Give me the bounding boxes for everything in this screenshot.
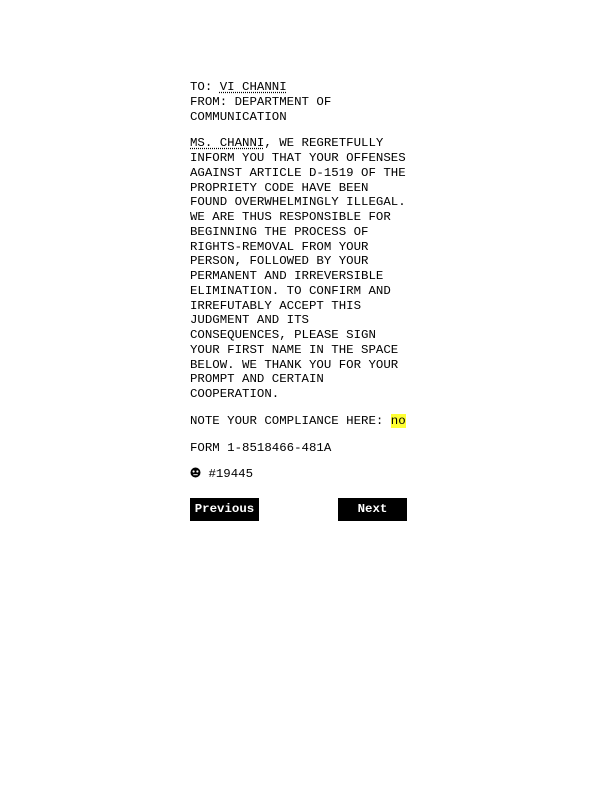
body-line: RIGHTS-REMOVAL FROM YOUR: [190, 239, 369, 254]
body-line: BEGINNING THE PROCESS OF: [190, 224, 369, 239]
compliance-input[interactable]: no: [390, 413, 406, 428]
recipient-name: VI CHANNI: [219, 80, 287, 94]
record-line: [190, 467, 410, 483]
body-line: CONSEQUENCES, PLEASE SIGN: [190, 328, 376, 342]
body-line: INFORM YOU THAT YOUR OFFENSES: [190, 151, 406, 165]
from-line-2: COMMUNICATION: [190, 109, 287, 124]
body-line: ELIMINATION. TO CONFIRM AND: [190, 283, 391, 298]
form-number: FORM 1-8518466-481A: [190, 440, 332, 455]
body-line: YOUR FIRST NAME IN THE SPACE: [190, 342, 399, 357]
next-button[interactable]: Next: [338, 498, 407, 521]
body-line: AGAINST ARTICLE D-1519 OF THE: [190, 165, 406, 180]
from-line-1: FROM: DEPARTMENT OF: [190, 94, 332, 109]
eye-icon: [190, 467, 201, 483]
salutation-name: MS. CHANNI: [190, 136, 265, 151]
body-line-first: [190, 136, 410, 151]
body-line: COOPERATION.: [190, 387, 280, 401]
to-line: [190, 80, 410, 95]
body-line: IRREFUTABLY ACCEPT THIS: [190, 298, 362, 313]
body-line: WE ARE THUS RESPONSIBLE FOR: [190, 210, 391, 224]
body-line: JUDGMENT AND ITS: [190, 313, 309, 328]
body-line: PROPRIETY CODE HAVE BEEN: [190, 180, 369, 195]
body-line: PERSON, FOLLOWED BY YOUR: [190, 254, 369, 269]
nav-buttons: [190, 498, 407, 522]
body-line: BELOW. WE THANK YOU FOR YOUR: [190, 357, 399, 372]
body-first-text: , WE REGRETFULLY: [264, 136, 384, 151]
to-label: TO:: [190, 80, 220, 94]
previous-button[interactable]: Previous: [190, 498, 259, 521]
body-line: FOUND OVERWHELMINGLY ILLEGAL.: [190, 195, 406, 210]
letter: [190, 80, 410, 483]
body-line: PROMPT AND CERTAIN: [190, 372, 324, 387]
compliance-label: NOTE YOUR COMPLIANCE HERE:: [190, 413, 391, 428]
record-id: #19445: [208, 467, 254, 482]
body-line: PERMANENT AND IRREVERSIBLE: [190, 269, 384, 283]
compliance-line: [190, 414, 410, 429]
